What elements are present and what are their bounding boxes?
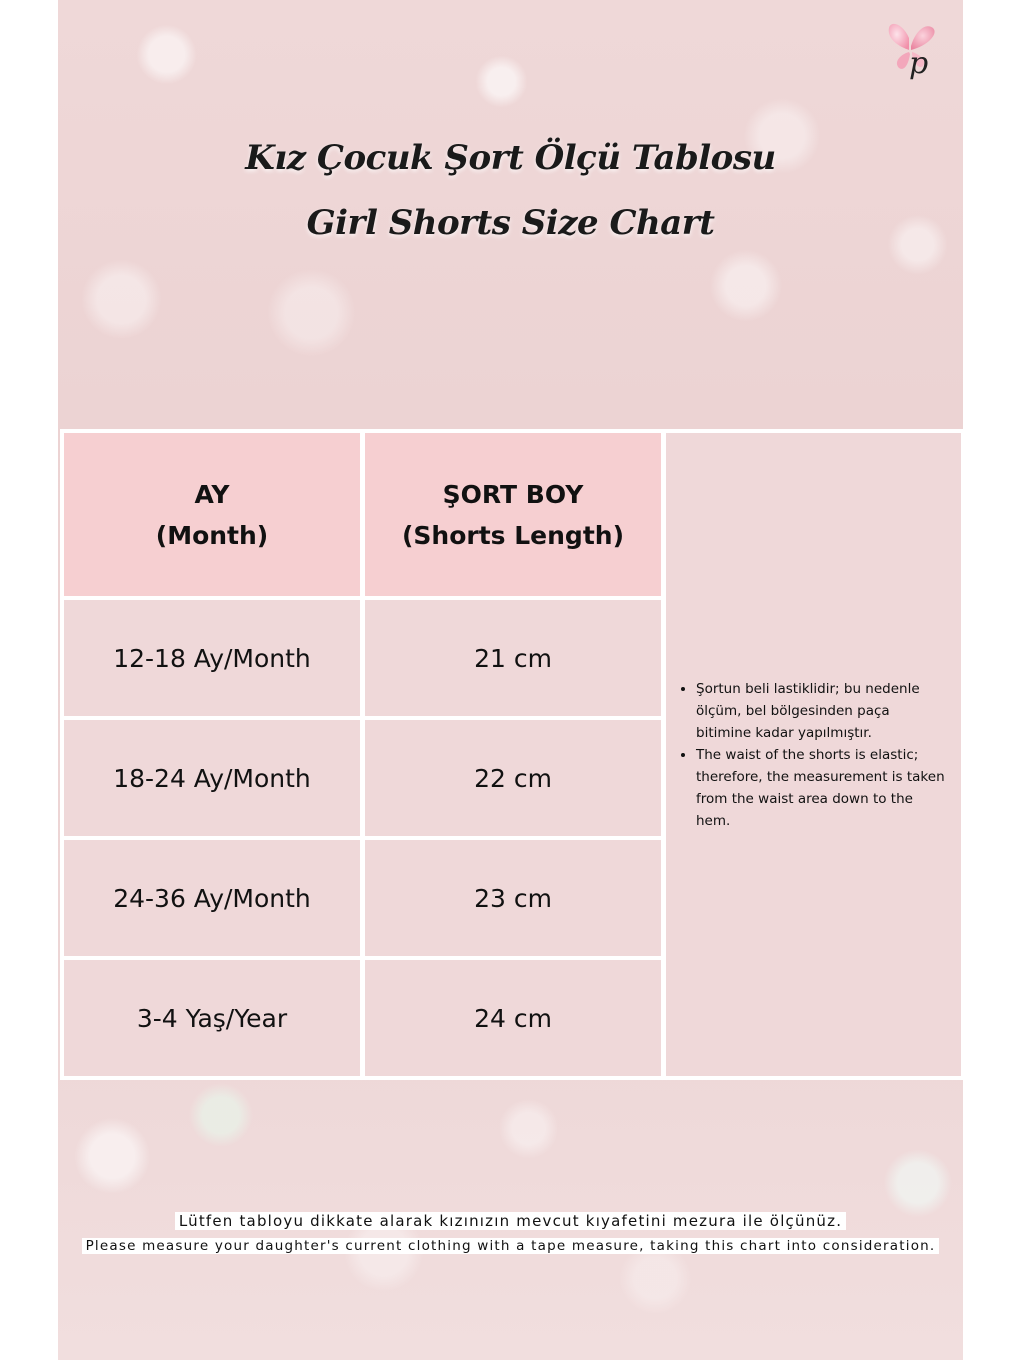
note-turkish: • Şortun beli lastiklidir; bu nedenle ölçüm, bel bölgesinden paça bitimine kadar yapılmıştır. [696, 678, 947, 744]
table-row-1-age: 12-18 Ay/Month [64, 600, 360, 716]
footer-turkish [58, 1212, 963, 1230]
table-row-2-length: 22 cm [365, 720, 661, 836]
size-table [60, 429, 963, 1080]
header-month [64, 433, 360, 596]
header-length-title: ŞORT BOY [442, 479, 584, 509]
footer-english-text: Please measure your daughter's current clothing with a tape measure, taking this chart into consideration. [82, 1238, 940, 1254]
table-row-1-length: 21 cm [365, 600, 661, 716]
header-month-subtitle: (Month) [155, 520, 269, 550]
header-shorts-length [365, 433, 661, 596]
footer-turkish-text: Lütfen tabloyu dikkate alarak kızınızın mevcut kıyafetini mezura ile ölçünüz. [175, 1212, 846, 1230]
notes-cell [666, 433, 961, 1076]
logo-letter: p [909, 46, 929, 81]
table-row-4-age: 3-4 Yaş/Year [64, 960, 360, 1076]
table-row-3-age: 24-36 Ay/Month [64, 840, 360, 956]
table-row-2-age: 18-24 Ay/Month [64, 720, 360, 836]
header-length-subtitle: (Shorts Length) [401, 520, 625, 550]
brand-logo [879, 16, 941, 88]
header-month-title: AY [194, 479, 230, 509]
notes-list [682, 678, 947, 832]
title-english: Girl Shorts Size Chart [306, 203, 715, 243]
note-english: • The waist of the shorts is elastic; therefore, the measurement is taken from the waist area down to the hem. [696, 744, 947, 832]
footer-english [58, 1238, 963, 1254]
table-row-3-length: 23 cm [365, 840, 661, 956]
table-row-4-length: 24 cm [365, 960, 661, 1076]
size-chart-poster [58, 0, 963, 1360]
title-turkish: Kız Çocuk Şort Ölçü Tablosu [245, 138, 776, 178]
